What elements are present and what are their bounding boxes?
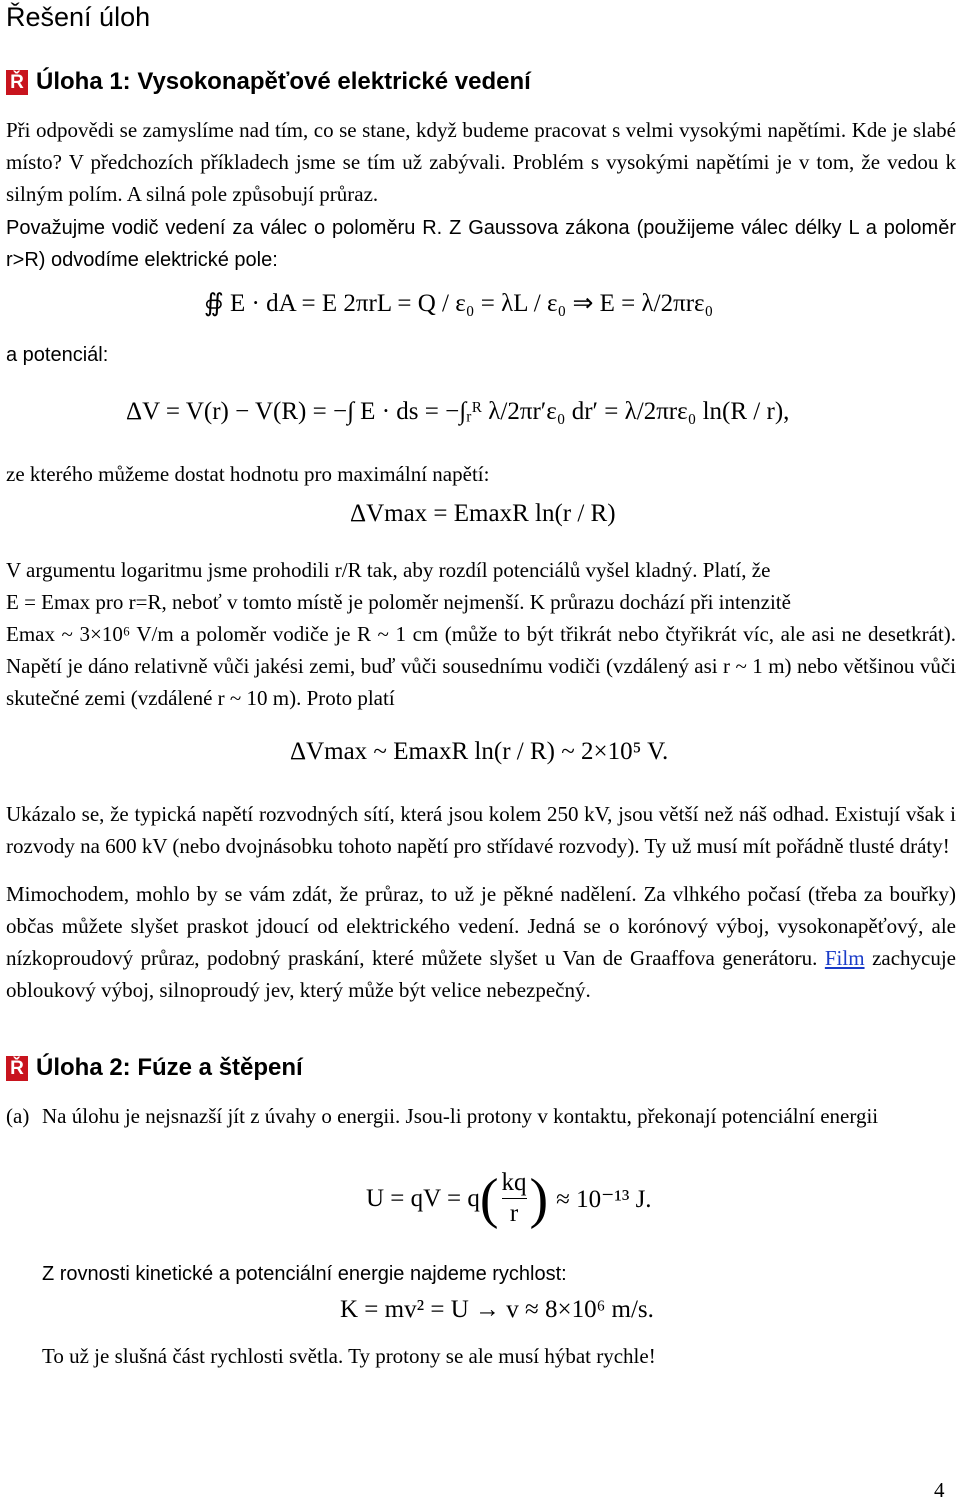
paren-close: ) xyxy=(529,1167,549,1230)
page-number: 4 xyxy=(934,1478,945,1502)
task2-heading xyxy=(6,1054,303,1082)
energy-right: ≈ 10⁻¹³ J. xyxy=(556,1185,652,1213)
solution-badge-icon: Ř xyxy=(6,70,28,95)
fraction-kq-r xyxy=(502,1168,527,1229)
task1-paragraph-2: Považujme vodič vedení za válec o poloměru R. Z Gaussova zákona (použijeme válec délky L a poloměr r>R) odvodíme elektrické pole: xyxy=(6,217,956,271)
label-potential: a potenciál: xyxy=(6,344,109,366)
task1-paragraph-6 xyxy=(6,878,956,1006)
task1-paragraph-4a: V argumentu logaritmu jsme prohodili r/R tak, aby rozdíl potenciálů vyšel kladný. Platí, že xyxy=(6,558,771,582)
item-label-a: (a) xyxy=(6,1104,30,1128)
task1-paragraph-4b: E = Emax pro r=R, neboť v tomto místě je poloměr nejmenší. K průrazu dochází při intenzitě xyxy=(6,590,791,614)
paragraph-kinetic: Z rovnosti kinetické a potenciální energie najdeme rychlost: xyxy=(42,1263,567,1285)
task1-title: Úloha 1: Vysokonapěťové elektrické vedení xyxy=(36,68,531,95)
fraction-numerator: kq xyxy=(501,1169,527,1196)
equation-vmax: ΔVmax = EmaxR ln(r / R) xyxy=(350,500,616,527)
paren-open: ( xyxy=(479,1167,499,1230)
task1-heading xyxy=(6,68,531,96)
task2-item-a-text: Na úlohu je nejsnazší jít z úvahy o energii. Jsou-li protony v kontaktu, překonají potenciální energii xyxy=(42,1104,879,1128)
equation-gauss: ∯ E · dA = E 2πrL = Q / ε₀ = λL / ε₀ ⇒ E = λ/2πrε₀ xyxy=(204,290,714,317)
task1-paragraph-5: Ukázalo se, že typická napětí rozvodných sítí, která jsou kolem 250 kV, jsou větší než náš odhad. Existují však i rozvody na 600 kV (nebo dvojnásobku tohoto napětí pro střídavé rozvody). Ty už musí mít pořádně tlusté dráty! xyxy=(6,802,956,858)
task2-title: Úloha 2: Fúze a štěpení xyxy=(36,1054,303,1081)
paragraph-end: To už je slušná část rychlosti světla. Ty protony se ale musí hýbat rychle! xyxy=(42,1344,656,1368)
fraction-denominator: r xyxy=(509,1200,519,1227)
equation-potential: ΔV = V(r) − V(R) = −∫ E · ds = −∫ᵣᴿ λ/2πr′ε₀ dr′ = λ/2πrε₀ ln(R / r), xyxy=(126,398,790,425)
paragraph-6-text: Mimochodem, mohlo by se vám zdát, že průraz, to už je pěkné nadělení. Za vlhkého počasí (třeba za bouřky) občas můžete slyšet praskot jdoucí od elektrického vedení. Jedná se o korónový výboj, vysokonapěťový, ale nízkoproudový průraz, podobný praskání, které můžete slyšet u Van de Graaffova generátoru. xyxy=(6,882,956,970)
film-link[interactable]: Film xyxy=(824,946,865,970)
equation-energy xyxy=(366,1168,652,1229)
equation-estimate: ΔVmax ~ EmaxR ln(r / R) ~ 2×10⁵ V. xyxy=(290,738,669,765)
equation-speed: K = mv² = U → v ≈ 8×10⁶ m/s. xyxy=(340,1296,654,1323)
solution-badge-icon: Ř xyxy=(6,1056,28,1081)
task1-paragraph-3: ze kterého můžeme dostat hodnotu pro maximální napětí: xyxy=(6,462,490,486)
page-title: Řešení úloh xyxy=(6,2,151,32)
energy-left: U = qV = q xyxy=(366,1184,480,1212)
task1-paragraph-1: Při odpovědi se zamyslíme nad tím, co se stane, když budeme pracovat s velmi vysokými napětími. Kde je slabé místo? V předchozích příkladech jsme se tím už zabývali. Problém s vysokými napětími je v tom, že vedou k silným polím. A silná pole způsobují průraz. xyxy=(6,118,956,206)
task1-paragraph-4c: Emax ~ 3×10⁶ V/m a poloměr vodiče je R ~ 1 cm (může to být třikrát nebo čtyřikrát víc, ale asi ne desetkrát). Napětí je dáno relativně vůči jakési zemi, buď vůči sousednímu vodiči (vzdálený asi r ~ 1 m) nebo většinou vůči skutečné zemi (vzdálené r ~ 10 m). Proto platí xyxy=(6,622,956,710)
paragraph-6-text-end: zachycuje obloukový výboj, silnoproudý jev, který může být velice nebezpečný. xyxy=(6,946,957,1002)
